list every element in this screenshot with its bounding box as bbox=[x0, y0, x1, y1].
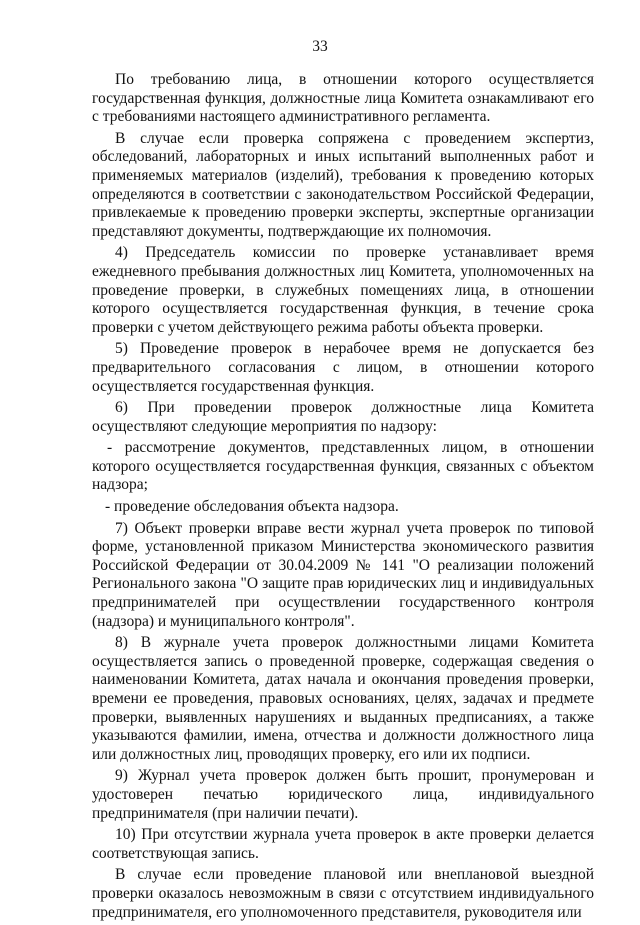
list-item-document-review: - рассмотрение документов, представленных лицом, в отношении которого осуществляется государственная функция, связанных с объектом надзора; bbox=[92, 439, 594, 494]
paragraph-item-9: 9) Журнал учета проверок должен быть прошит, пронумерован и удостоверен печатью юридического лица, индивидуального предпринимателя (при наличии печати). bbox=[92, 767, 594, 822]
paragraph-familiarization: По требованию лица, в отношении которого осуществляется государственная функция, должностные лица Комитета ознакамливают его с требованиями настоящего административного регламента. bbox=[92, 71, 594, 126]
paragraph-item-10: 10) При отсутствии журнала учета проверок в акте проверки делается соответствующая запись. bbox=[92, 826, 594, 862]
page-number: 33 bbox=[312, 38, 328, 55]
paragraph-inspection-impossible: В случае если проведение плановой или внеплановой выездной проверки оказалось невозможным в связи с отсутствием индивидуального предпринимателя, его уполномоченного представителя, руководителя или bbox=[92, 866, 594, 921]
paragraph-item-8: 8) В журнале учета проверок должностными лицами Комитета осуществляется запись о проведенной проверке, содержащая сведения о наименовании Комитета, датах начала и окончания проведения проверки, времени ее проведения, правовых основаниях, целях, задачах и предмете проверки, выявленных нарушениях и выданных предписаниях, а также указываются фамилии, имена, отчества и должности должностного лица или должностных лиц, проводящих проверку, его или их подписи. bbox=[92, 634, 594, 763]
paragraph-item-6: 6) При проведении проверок должностные лица Комитета осуществляют следующие мероприятия по надзору: bbox=[92, 399, 594, 435]
paragraph-experts: В случае если проверка сопряжена с проведением экспертиз, обследований, лабораторных и иных испытаний выполненных работ и применяемых материалов (изделий), требования к проведению которых определяются в соответствии с законодательством Российской Федерации, привлекаемые к проведению проверки эксперты, экспертные организации представляют документы, подтверждающие их полномочия. bbox=[92, 129, 594, 240]
paragraph-item-4: 4) Председатель комиссии по проверке устанавливает время ежедневного пребывания должностных лиц Комитета, уполномоченных на проведение проверки, в служебных помещениях лица, в отношении которого осуществляется государственная функция, в течение срока проверки с учетом действующего режима работы объекта проверки. bbox=[92, 244, 594, 336]
paragraph-item-7: 7) Объект проверки вправе вести журнал учета проверок по типовой форме, установленной приказом Министерства экономического развития Российской Федерации от 30.04.2009 № 141 "О реализации положений Регионального закона "О защите прав юридических лиц и индивидуальных предпринимателей при осуществлении государственного контроля (надзора) и муниципального контроля". bbox=[92, 519, 594, 630]
paragraph-item-5: 5) Проведение проверок в нерабочее время не допускается без предварительного согласования с лицом, в отношении которого осуществляется государственная функция. bbox=[92, 340, 594, 395]
list-item-inspection: - проведение обследования объекта надзора. bbox=[105, 498, 399, 516]
document-body bbox=[92, 71, 594, 925]
